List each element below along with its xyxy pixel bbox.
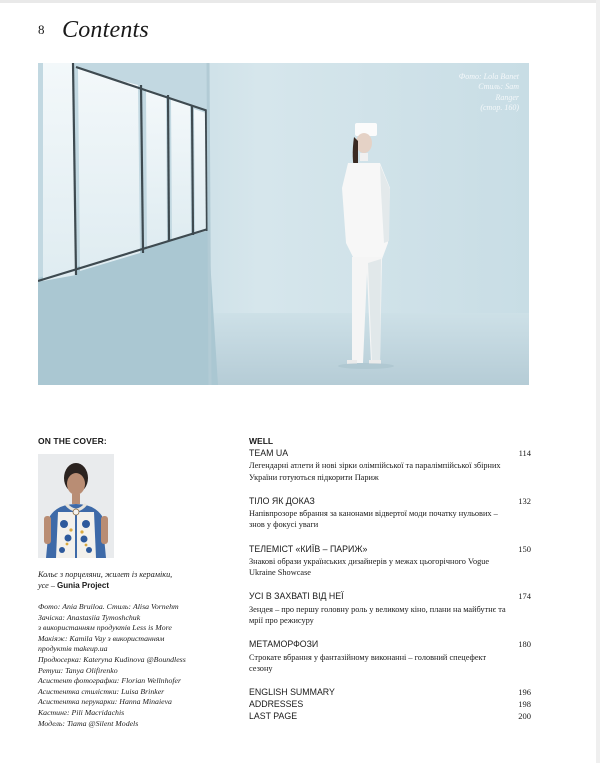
cover-caption-line	[38, 581, 228, 592]
page-edge	[596, 0, 600, 763]
toc-entry-simple[interactable]	[249, 711, 531, 723]
photo-credit-line: Ranger	[495, 92, 519, 102]
cover-credit-line: Продюсерка: Kateryna Kudinova @Boundless	[38, 654, 186, 664]
cover-thumbnail	[38, 454, 114, 558]
toc-entry-title: МЕТАМОРФОЗИ	[249, 639, 319, 650]
toc-entry-description: Строкате вбрання у фантазійному виконанні – головний спецефект сезону	[249, 652, 487, 673]
toc-entry-title: ENGLISH SUMMARY	[249, 686, 335, 697]
photo-credit-line: Стиль: Sam	[478, 82, 519, 92]
toc-entry-page: 174	[518, 591, 531, 602]
toc-entry[interactable]	[249, 448, 531, 483]
toc-entry-description: Напівпрозоре вбрання за канонами відвертої моди початку нульових – знов у фокусі уваги	[249, 509, 498, 530]
cover-credit-line: з використанням продуктів Less is More	[38, 623, 172, 633]
toc-entry-page: 150	[518, 543, 531, 554]
table-of-contents	[249, 436, 531, 723]
toc-entry-page: 200	[518, 710, 531, 721]
toc-section-label: WELL	[249, 436, 274, 446]
toc-entry-page: 196	[518, 686, 531, 697]
photo-credit	[409, 72, 519, 114]
cover-credit-line: Зачіска: Anastasiia Tymoshchuk	[38, 612, 141, 622]
toc-entry[interactable]	[249, 591, 531, 626]
toc-entry-simple[interactable]	[249, 687, 531, 699]
toc-entry-title: ТЕЛЕМІСТ «КИЇВ – ПАРИЖ»	[249, 543, 368, 554]
toc-entry-description: Зендея – про першу головну роль у великому кіно, плани на майбутнє та мрії про режисуру	[249, 604, 506, 625]
cover-credit-line: Асистент фотографки: Florian Wellnhofer	[38, 676, 182, 686]
toc-entry[interactable]	[249, 544, 531, 579]
cover-caption-prefix: усе –	[38, 580, 57, 590]
page-title: Contents	[62, 17, 149, 43]
cover-credits	[38, 602, 238, 729]
cover-credit-line: Макіяж: Kamila Vay з використанням	[38, 633, 165, 643]
toc-entry-title: LAST PAGE	[249, 710, 298, 721]
toc-entry-title: ADDRESSES	[249, 698, 304, 709]
cover-caption-line: Кольє з порцеляни, жилет із кераміки,	[38, 570, 173, 579]
cover-heading: ON THE COVER:	[38, 436, 107, 446]
toc-entry-page: 132	[518, 495, 531, 506]
photo-credit-line: Фото: Lola Banet	[458, 72, 519, 81]
cover-credit-line: Кастинг: Pili Macridachis	[38, 707, 125, 717]
toc-entry[interactable]	[249, 639, 531, 674]
cover-brand: Gunia Project	[56, 580, 109, 590]
toc-entry-page: 114	[518, 448, 531, 458]
cover-caption	[38, 570, 228, 591]
cover-credit-line: Модель: Tiama @Silent Models	[38, 718, 139, 728]
top-strip	[0, 0, 600, 3]
cover-credit-line: Асистентка стилістки: Luisa Brinker	[38, 686, 165, 696]
toc-entry-description: Легендарні атлети й нові зірки олімпійської та паралімпійської збірних України готуються підкорити Париж	[249, 461, 501, 482]
hero-photo	[38, 63, 529, 385]
cover-credit-line: продуктів makeup.ua	[38, 644, 108, 654]
toc-entry-description: Знакові образи українських дизайнерів у межах цьогорічного Vogue Ukraine Showcase	[249, 557, 490, 578]
cover-thumbnail-illustration	[38, 454, 114, 558]
cover-credit-line: Асистентка перукарки: Hanna Minaieva	[38, 697, 172, 707]
cover-credit-line: Фото: Ania Bruiloa. Стиль: Alisa Vornehm	[38, 602, 179, 611]
photo-credit-line: (стор. 160)	[480, 103, 519, 113]
toc-entry-title: УСІ В ЗАХВАТІ ВІД НЕЇ	[249, 591, 344, 602]
toc-entry-title: ТІЛО ЯК ДОКАЗ	[249, 495, 315, 506]
page-number: 8	[38, 22, 45, 37]
toc-entry-page: 180	[518, 639, 531, 650]
toc-entry-simple[interactable]	[249, 699, 531, 711]
toc-entry-title: TEAM UA	[249, 448, 289, 458]
toc-entry-page: 198	[518, 698, 531, 709]
cover-credit-line: Ретуш: Tanya Olifirenko	[38, 665, 118, 675]
toc-entry[interactable]	[249, 496, 531, 531]
